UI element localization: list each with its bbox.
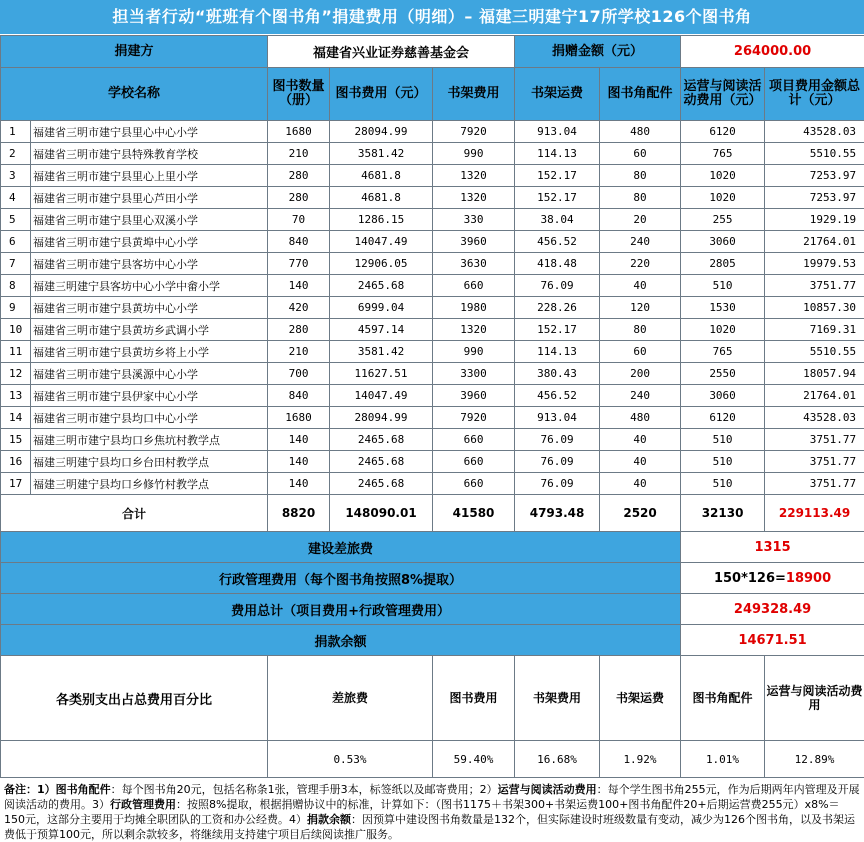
remarks-text-2: ：每个学生图书角255元，作为后期两年内管理及开展阅读活动的费用。3）: [4, 783, 860, 811]
shelf-freight: 913.04: [515, 121, 600, 143]
shelf-cost: 660: [433, 275, 515, 297]
row-index: 14: [1, 407, 31, 429]
book-qty: 840: [268, 385, 330, 407]
row-index: 11: [1, 341, 31, 363]
row-total: 3751.77: [765, 429, 864, 451]
shelf-cost: 660: [433, 451, 515, 473]
row-index: 7: [1, 253, 31, 275]
accessories-cost: 220: [600, 253, 681, 275]
totals-acc: 2520: [600, 495, 681, 532]
row-total: 19979.53: [765, 253, 864, 275]
ops-cost: 1020: [681, 187, 765, 209]
accessories-cost: 240: [600, 385, 681, 407]
book-qty: 140: [268, 275, 330, 297]
row-index: 12: [1, 363, 31, 385]
accessories-cost: 200: [600, 363, 681, 385]
shelf-cost: 660: [433, 429, 515, 451]
totals-qty: 8820: [268, 495, 330, 532]
school-name: 福建省三明市建宁县黄坊中心小学: [31, 297, 268, 319]
shelf-freight: 76.09: [515, 473, 600, 495]
book-qty: 140: [268, 429, 330, 451]
row-index: 9: [1, 297, 31, 319]
ops-cost: 510: [681, 429, 765, 451]
row-index: 5: [1, 209, 31, 231]
balance-label: 捐款余额: [1, 625, 681, 656]
donor-row: [1, 36, 864, 68]
ops-cost: 2805: [681, 253, 765, 275]
ops-cost: 6120: [681, 407, 765, 429]
balance-value: 14671.51: [681, 625, 864, 656]
accessories-cost: 40: [600, 275, 681, 297]
travel-row: [1, 532, 864, 563]
donation-amount-label: 捐赠金额（元）: [515, 36, 681, 68]
admin-row: [1, 563, 864, 594]
shelf-cost: 1980: [433, 297, 515, 319]
shelf-freight: 152.17: [515, 319, 600, 341]
school-name: 福建省三明市建宁县里心芦田小学: [31, 187, 268, 209]
book-cost: 2465.68: [330, 451, 433, 473]
accessories-cost: 20: [600, 209, 681, 231]
ops-cost: 6120: [681, 121, 765, 143]
school-name: 福建省三明市建宁县里心双溪小学: [31, 209, 268, 231]
row-total: 3751.77: [765, 451, 864, 473]
shelf-cost: 3630: [433, 253, 515, 275]
travel-label: 建设差旅费: [1, 532, 681, 563]
row-total: 5510.55: [765, 341, 864, 363]
percent-label: 各类别支出占总费用百分比: [1, 656, 268, 741]
book-cost: 28094.99: [330, 407, 433, 429]
shelf-freight: 114.13: [515, 143, 600, 165]
shelf-cost: 1320: [433, 165, 515, 187]
book-cost: 14047.49: [330, 231, 433, 253]
percent-header-row: [1, 656, 864, 741]
table-row: [1, 451, 864, 473]
shelf-cost: 7920: [433, 121, 515, 143]
book-cost: 6999.04: [330, 297, 433, 319]
row-index: 4: [1, 187, 31, 209]
row-index: 6: [1, 231, 31, 253]
detail-table: [0, 35, 864, 741]
ops-cost: 510: [681, 473, 765, 495]
admin-formula: 150*126=: [714, 571, 786, 586]
row-total: 7253.97: [765, 187, 864, 209]
book-cost: 12906.05: [330, 253, 433, 275]
accessories-cost: 240: [600, 231, 681, 253]
percent-header-freight: 书架运费: [600, 656, 681, 741]
remarks: [0, 778, 864, 842]
remarks-key-4: 捐款余额: [307, 813, 351, 826]
shelf-cost: 990: [433, 341, 515, 363]
row-total: 10857.30: [765, 297, 864, 319]
ops-cost: 765: [681, 341, 765, 363]
donor-label: 捐建方: [1, 36, 268, 68]
school-name: 福建省三明市建宁县黄坊乡将上小学: [31, 341, 268, 363]
row-total: 43528.03: [765, 407, 864, 429]
ops-cost: 2550: [681, 363, 765, 385]
remarks-key-2: 运营与阅读活动费用: [498, 783, 597, 796]
grand-total-value: 249328.49: [681, 594, 864, 625]
header-total: 项目费用金额总计（元）: [765, 68, 864, 121]
book-qty: 280: [268, 187, 330, 209]
shelf-freight: 380.43: [515, 363, 600, 385]
school-name: 福建省三明市建宁县特殊教育学校: [31, 143, 268, 165]
travel-value: 1315: [681, 532, 864, 563]
row-total: 5510.55: [765, 143, 864, 165]
school-name: 福建省三明市建宁县黄埠中心小学: [31, 231, 268, 253]
ops-cost: 3060: [681, 231, 765, 253]
accessories-cost: 480: [600, 121, 681, 143]
accessories-cost: 480: [600, 407, 681, 429]
donor-name: 福建省兴业证券慈善基金会: [268, 36, 515, 68]
accessories-cost: 120: [600, 297, 681, 319]
book-qty: 1680: [268, 121, 330, 143]
book-cost: 2465.68: [330, 429, 433, 451]
table-row: [1, 363, 864, 385]
ops-cost: 1530: [681, 297, 765, 319]
accessories-cost: 80: [600, 319, 681, 341]
shelf-freight: 38.04: [515, 209, 600, 231]
percent-shelf: 16.68%: [515, 741, 600, 778]
ops-cost: 1020: [681, 165, 765, 187]
shelf-cost: 1320: [433, 187, 515, 209]
remarks-key-1: 图书角配件: [56, 783, 111, 796]
school-name: 福建三明市建宁县均口乡焦坑村教学点: [31, 429, 268, 451]
accessories-cost: 80: [600, 165, 681, 187]
shelf-freight: 114.13: [515, 341, 600, 363]
accessories-cost: 40: [600, 473, 681, 495]
school-name: 福建三明建宁县均口乡修竹村教学点: [31, 473, 268, 495]
remarks-key-3: 行政管理费用: [110, 798, 176, 811]
book-qty: 840: [268, 231, 330, 253]
row-index: 10: [1, 319, 31, 341]
admin-value: 18900: [786, 571, 831, 586]
book-cost: 1286.15: [330, 209, 433, 231]
shelf-freight: 913.04: [515, 407, 600, 429]
table-row: [1, 297, 864, 319]
ops-cost: 3060: [681, 385, 765, 407]
header-books-cost: 图书费用（元）: [330, 68, 433, 121]
school-name: 福建省三明市建宁县溪源中心小学: [31, 363, 268, 385]
percent-freight: 1.92%: [600, 741, 681, 778]
totals-label: 合计: [1, 495, 268, 532]
book-qty: 700: [268, 363, 330, 385]
header-school: 学校名称: [1, 68, 268, 121]
school-name: 福建三明建宁县客坊中心小学中畲小学: [31, 275, 268, 297]
book-cost: 2465.68: [330, 275, 433, 297]
school-name: 福建省三明市建宁县客坊中心小学: [31, 253, 268, 275]
book-qty: 280: [268, 319, 330, 341]
totals-ops: 32130: [681, 495, 765, 532]
table-row: [1, 231, 864, 253]
percent-label-spacer: [1, 741, 268, 778]
shelf-cost: 3960: [433, 231, 515, 253]
book-cost: 4597.14: [330, 319, 433, 341]
row-total: 3751.77: [765, 275, 864, 297]
table-row: [1, 319, 864, 341]
row-index: 2: [1, 143, 31, 165]
grand-total-row: [1, 594, 864, 625]
shelf-cost: 3300: [433, 363, 515, 385]
shelf-freight: 76.09: [515, 429, 600, 451]
book-cost: 11627.51: [330, 363, 433, 385]
school-name: 福建省三明市建宁县里心上里小学: [31, 165, 268, 187]
book-qty: 1680: [268, 407, 330, 429]
table-row: [1, 187, 864, 209]
header-shelf-freight: 书架运费: [515, 68, 600, 121]
shelf-cost: 1320: [433, 319, 515, 341]
book-cost: 28094.99: [330, 121, 433, 143]
book-qty: 210: [268, 143, 330, 165]
header-books-qty: 图书数量（册）: [268, 68, 330, 121]
book-qty: 770: [268, 253, 330, 275]
admin-label: 行政管理费用（每个图书角按照8%提取）: [1, 563, 681, 594]
book-cost: 4681.8: [330, 165, 433, 187]
header-ops: 运营与阅读活动费用（元）: [681, 68, 765, 121]
totals-row: [1, 495, 864, 532]
accessories-cost: 40: [600, 451, 681, 473]
sheet-title: 担当者行动“班班有个图书角”捐建费用（明细）– 福建三明建宁17所学校126个图书角: [0, 0, 864, 35]
percent-values-table: [0, 740, 864, 778]
percent-ops: 12.89%: [765, 741, 864, 778]
shelf-cost: 330: [433, 209, 515, 231]
shelf-cost: 660: [433, 473, 515, 495]
totals-books: 148090.01: [330, 495, 433, 532]
row-total: 7169.31: [765, 319, 864, 341]
school-name: 福建省三明市建宁县伊家中心小学: [31, 385, 268, 407]
book-cost: 2465.68: [330, 473, 433, 495]
book-qty: 140: [268, 473, 330, 495]
school-name: 福建省三明市建宁县黄坊乡武调小学: [31, 319, 268, 341]
ops-cost: 510: [681, 275, 765, 297]
book-qty: 280: [268, 165, 330, 187]
table-row: [1, 253, 864, 275]
shelf-freight: 76.09: [515, 451, 600, 473]
header-shelf-cost: 书架费用: [433, 68, 515, 121]
table-row: [1, 165, 864, 187]
header-accessories: 图书角配件: [600, 68, 681, 121]
book-qty: 70: [268, 209, 330, 231]
shelf-freight: 418.48: [515, 253, 600, 275]
table-row: [1, 121, 864, 143]
balance-row: [1, 625, 864, 656]
remarks-prefix: 备注：1）: [4, 783, 56, 796]
totals-shelf: 41580: [433, 495, 515, 532]
row-index: 16: [1, 451, 31, 473]
table-row: [1, 473, 864, 495]
book-cost: 14047.49: [330, 385, 433, 407]
book-cost: 4681.8: [330, 187, 433, 209]
school-name: 福建省三明市建宁县里心中心小学: [31, 121, 268, 143]
row-index: 15: [1, 429, 31, 451]
ops-cost: 510: [681, 451, 765, 473]
row-index: 17: [1, 473, 31, 495]
book-cost: 3581.42: [330, 341, 433, 363]
shelf-cost: 990: [433, 143, 515, 165]
table-row: [1, 407, 864, 429]
book-qty: 140: [268, 451, 330, 473]
row-total: 3751.77: [765, 473, 864, 495]
book-qty: 210: [268, 341, 330, 363]
shelf-freight: 152.17: [515, 165, 600, 187]
percent-header-travel: 差旅费: [268, 656, 433, 741]
row-index: 1: [1, 121, 31, 143]
percent-travel: 0.53%: [268, 741, 433, 778]
ops-cost: 765: [681, 143, 765, 165]
header-row: [1, 68, 864, 121]
percent-header-books: 图书费用: [433, 656, 515, 741]
accessories-cost: 60: [600, 341, 681, 363]
grand-total-label: 费用总计（项目费用+行政管理费用）: [1, 594, 681, 625]
row-index: 3: [1, 165, 31, 187]
row-index: 8: [1, 275, 31, 297]
school-name: 福建省三明市建宁县均口中心小学: [31, 407, 268, 429]
percent-header-shelf: 书架费用: [515, 656, 600, 741]
row-total: 43528.03: [765, 121, 864, 143]
remarks-text-4: ：因预算中建设图书角数量是132个，但实际建设时班级数量有变动，减少为126个图书角，以及书架运费低于预算100元，所以剩余款较多，将继续用支持建宁项目后续阅读推广服务。: [4, 813, 855, 841]
row-total: 21764.01: [765, 231, 864, 253]
table-row: [1, 143, 864, 165]
percent-acc: 1.01%: [681, 741, 765, 778]
row-total: 18057.94: [765, 363, 864, 385]
donation-amount: 264000.00: [681, 36, 864, 68]
table-row: [1, 275, 864, 297]
remarks-text-3: ：按照8%提取，根据捐赠协议中的标准，计算如下：（图书1175＋书架300+书架运费100+图书角配件20+后期运营费255元）x8%＝150元，这部分主要用于均摊全职团队的工资和办公经费。4）: [4, 798, 840, 826]
remarks-text-1: ：每个图书角20元，包括名称条1张，管理手册3本，标签纸以及邮寄费用；2）: [111, 783, 498, 796]
table-row: [1, 209, 864, 231]
accessories-cost: 40: [600, 429, 681, 451]
book-qty: 420: [268, 297, 330, 319]
accessories-cost: 60: [600, 143, 681, 165]
row-total: 21764.01: [765, 385, 864, 407]
totals-total: 229113.49: [765, 495, 864, 532]
school-rows: [1, 121, 864, 495]
totals-freight: 4793.48: [515, 495, 600, 532]
shelf-freight: 456.52: [515, 231, 600, 253]
percent-books: 59.40%: [433, 741, 515, 778]
shelf-freight: 228.26: [515, 297, 600, 319]
shelf-freight: 76.09: [515, 275, 600, 297]
percent-values-row: [1, 741, 864, 778]
shelf-freight: 152.17: [515, 187, 600, 209]
admin-value-cell: [681, 563, 864, 594]
shelf-freight: 456.52: [515, 385, 600, 407]
shelf-cost: 7920: [433, 407, 515, 429]
percent-header-acc: 图书角配件: [681, 656, 765, 741]
row-total: 1929.19: [765, 209, 864, 231]
table-row: [1, 341, 864, 363]
ops-cost: 1020: [681, 319, 765, 341]
row-index: 13: [1, 385, 31, 407]
percent-header-ops: 运营与阅读活动费用: [765, 656, 864, 741]
book-cost: 3581.42: [330, 143, 433, 165]
accessories-cost: 80: [600, 187, 681, 209]
row-total: 7253.97: [765, 165, 864, 187]
shelf-cost: 3960: [433, 385, 515, 407]
table-row: [1, 385, 864, 407]
table-row: [1, 429, 864, 451]
ops-cost: 255: [681, 209, 765, 231]
school-name: 福建三明建宁县均口乡台田村教学点: [31, 451, 268, 473]
